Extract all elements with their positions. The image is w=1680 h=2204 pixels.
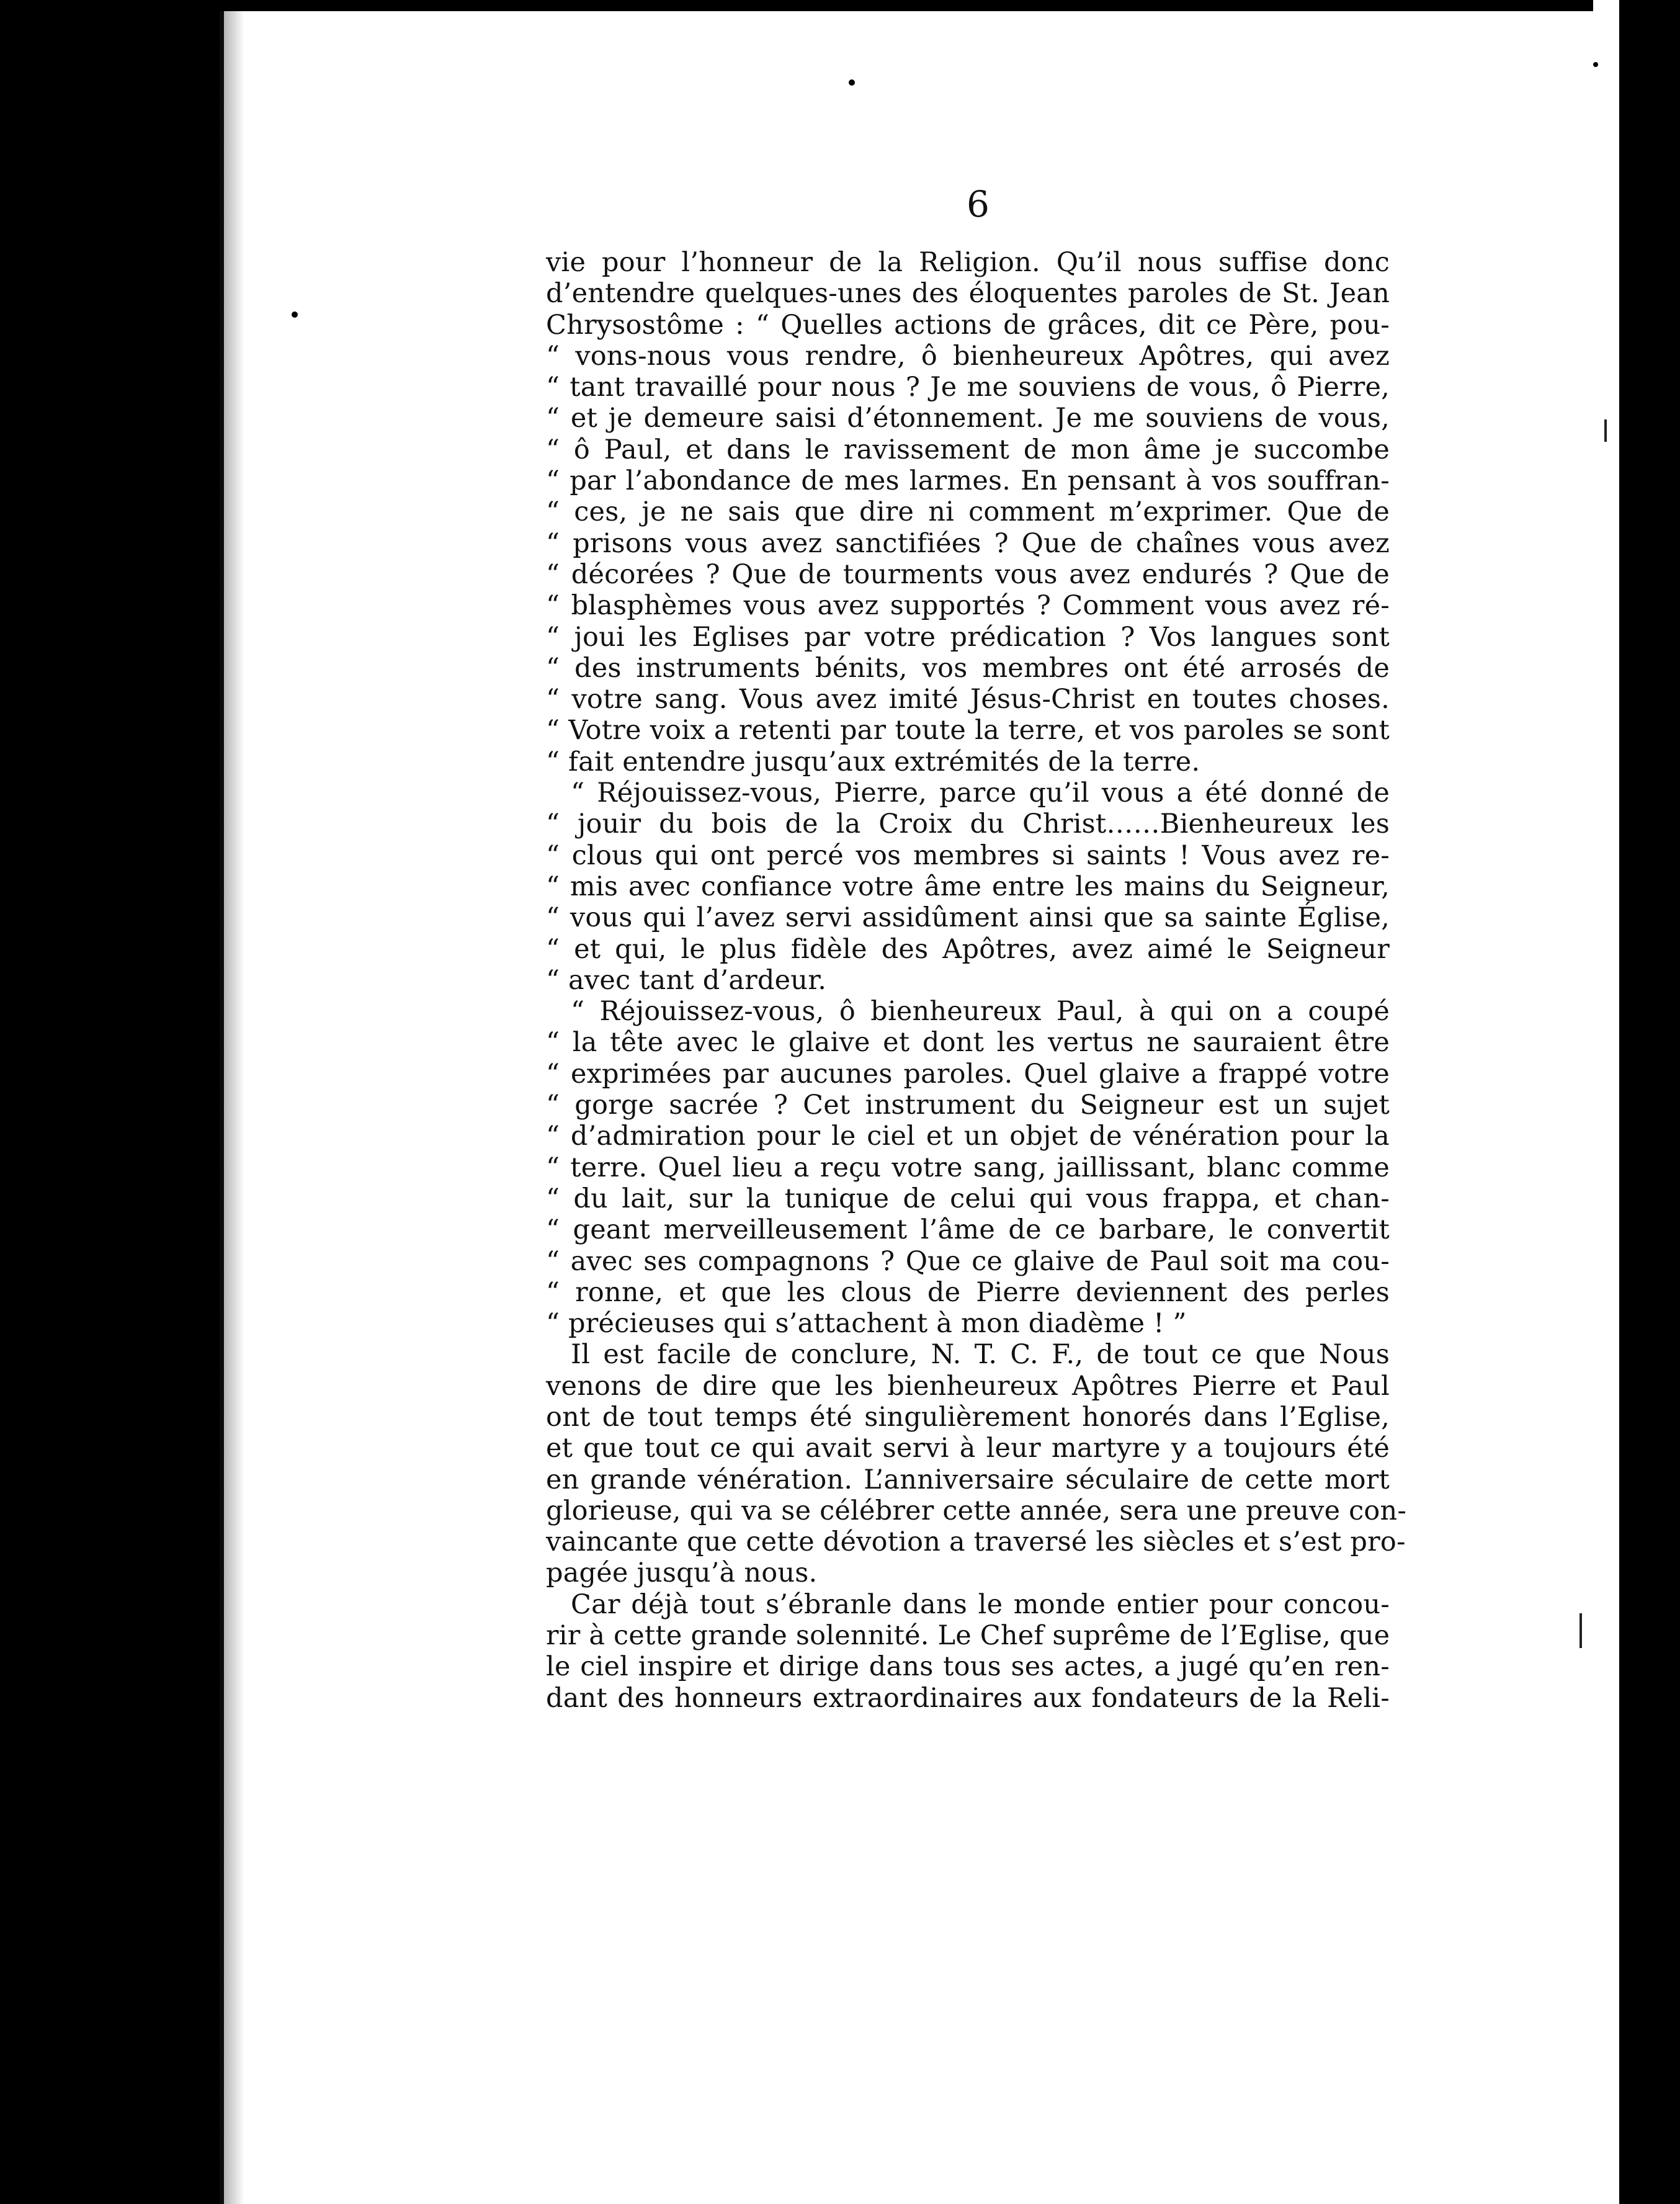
text-line: “ décorées ? Que de tourments vous avez endurés ? Que de <box>546 558 1390 590</box>
text-line: “ gorge sacrée ? Cet instrument du Seigneur est un sujet <box>546 1090 1390 1121</box>
text-line: “ terre. Quel lieu a reçu votre sang, jaillissant, blanc comme <box>546 1152 1390 1183</box>
text-line: “ ces, je ne sais que dire ni comment m’exprimer. Que de <box>546 496 1390 528</box>
text-line: en grande vénération. L’anniversaire séculaire de cette mort <box>546 1464 1390 1495</box>
text-line: “ avec tant d’ardeur. <box>546 964 827 996</box>
text-line: “ précieuses qui s’attachent à mon diadème ! ” <box>546 1308 1187 1340</box>
text-line: Il est facile de conclure, N. T. C. F., de tout ce que Nous <box>571 1339 1390 1371</box>
body-text <box>546 247 1407 1714</box>
text-line: “ vons-nous vous rendre, ô bienheureux Apôtres, qui avez <box>546 340 1390 372</box>
text-line: “ par l’abondance de mes larmes. En pensant à vos souffran- <box>546 465 1390 497</box>
text-line: “ blasphèmes vous avez supportés ? Comment vous avez ré- <box>546 590 1390 622</box>
text-line: Chrysostôme : “ Quelles actions de grâces, dit ce Père, pou- <box>546 309 1390 341</box>
text-line: “ fait entendre jusqu’aux extrémités de la terre. <box>546 746 1200 777</box>
text-line: “ clous qui ont percé vos membres si saints ! Vous avez re- <box>546 840 1390 871</box>
text-line: “ Réjouissez-vous, ô bienheureux Paul, à qui on a coupé <box>571 996 1390 1028</box>
scan-speck <box>292 311 298 318</box>
text-line: “ jouir du bois de la Croix du Christ……Bienheureux les <box>546 809 1390 840</box>
text-line: “ Réjouissez-vous, Pierre, parce qu’il vous a été donné de <box>571 777 1390 809</box>
text-line: ont de tout temps été singulièrement honorés dans l’Eglise, <box>546 1401 1390 1433</box>
text-line: “ joui les Eglises par votre prédication ? Vos langues sont <box>546 621 1390 653</box>
page-number: 6 <box>967 183 990 225</box>
text-line: “ geant merveilleusement l’âme de ce barbare, le convertit <box>546 1214 1390 1246</box>
scan-speck <box>1593 62 1598 67</box>
text-line: rir à cette grande solennité. Le Chef suprême de l’Eglise, que <box>546 1620 1390 1652</box>
text-line: d’entendre quelques-unes des éloquentes paroles de St. Jean <box>546 278 1390 310</box>
text-line: “ tant travaillé pour nous ? Je me souviens de vous, ô Pierre, <box>546 372 1390 403</box>
text-line: venons de dire que les bienheureux Apôtres Pierre et Paul <box>546 1370 1390 1402</box>
scan-left-border <box>0 0 223 2204</box>
text-line: “ avec ses compagnons ? Que ce glaive de Paul soit ma cou- <box>546 1245 1390 1277</box>
scan-right-border <box>1615 0 1680 2204</box>
text-line: vie pour l’honneur de la Religion. Qu’il nous suffise donc <box>546 247 1390 278</box>
margin-mark <box>1604 419 1607 442</box>
text-line: “ et je demeure saisi d’étonnement. Je me souviens de vous, <box>546 403 1390 434</box>
text-line: “ la tête avec le glaive et dont les vertus ne sauraient être <box>546 1027 1390 1059</box>
text-line: “ d’admiration pour le ciel et un objet de vénération pour la <box>546 1121 1390 1152</box>
text-line: “ et qui, le plus fidèle des Apôtres, avez aimé le Seigneur <box>546 933 1390 965</box>
text-line: dant des honneurs extraordinaires aux fondateurs de la Reli- <box>546 1682 1390 1714</box>
text-line: “ prisons vous avez sanctifiées ? Que de chaînes vous avez <box>546 527 1390 559</box>
margin-mark <box>1579 1613 1582 1648</box>
scan-speck <box>849 79 855 86</box>
text-line: “ vous qui l’avez servi assidûment ainsi que sa sainte Église, <box>546 902 1390 934</box>
text-line: Car déjà tout s’ébranle dans le monde entier pour concou- <box>571 1588 1390 1620</box>
text-line: “ du lait, sur la tunique de celui qui vous frappa, et chan- <box>546 1183 1390 1214</box>
text-line: “ ronne, et que les clous de Pierre deviennent des perles <box>546 1276 1390 1308</box>
text-line: pagée jusqu’à nous. <box>546 1557 818 1589</box>
text-line: et que tout ce qui avait servi à leur martyre y a toujours été <box>546 1433 1390 1464</box>
text-line: “ des instruments bénits, vos membres ont été arrosés de <box>546 652 1390 684</box>
text-line: “ exprimées par aucunes paroles. Quel glaive a frappé votre <box>546 1058 1390 1090</box>
text-line: “ ô Paul, et dans le ravissement de mon âme je succombe <box>546 434 1390 465</box>
text-line: glorieuse, qui va se célébrer cette année, sera une preuve con- <box>546 1495 1407 1526</box>
text-line: “ mis avec confiance votre âme entre les mains du Seigneur, <box>546 871 1390 902</box>
page-gutter-shadow <box>220 11 244 2204</box>
text-line: “ Votre voix a retenti par toute la terre, et vos paroles se sont <box>546 715 1390 746</box>
adjacent-page-edge <box>1589 0 1619 2204</box>
text-line: le ciel inspire et dirige dans tous ses actes, a jugé qu’en ren- <box>546 1651 1390 1683</box>
text-line: vaincante que cette dévotion a traversé les siècles et s’est pro- <box>546 1526 1406 1558</box>
text-line: “ votre sang. Vous avez imité Jésus-Christ en toutes choses. <box>546 684 1390 715</box>
